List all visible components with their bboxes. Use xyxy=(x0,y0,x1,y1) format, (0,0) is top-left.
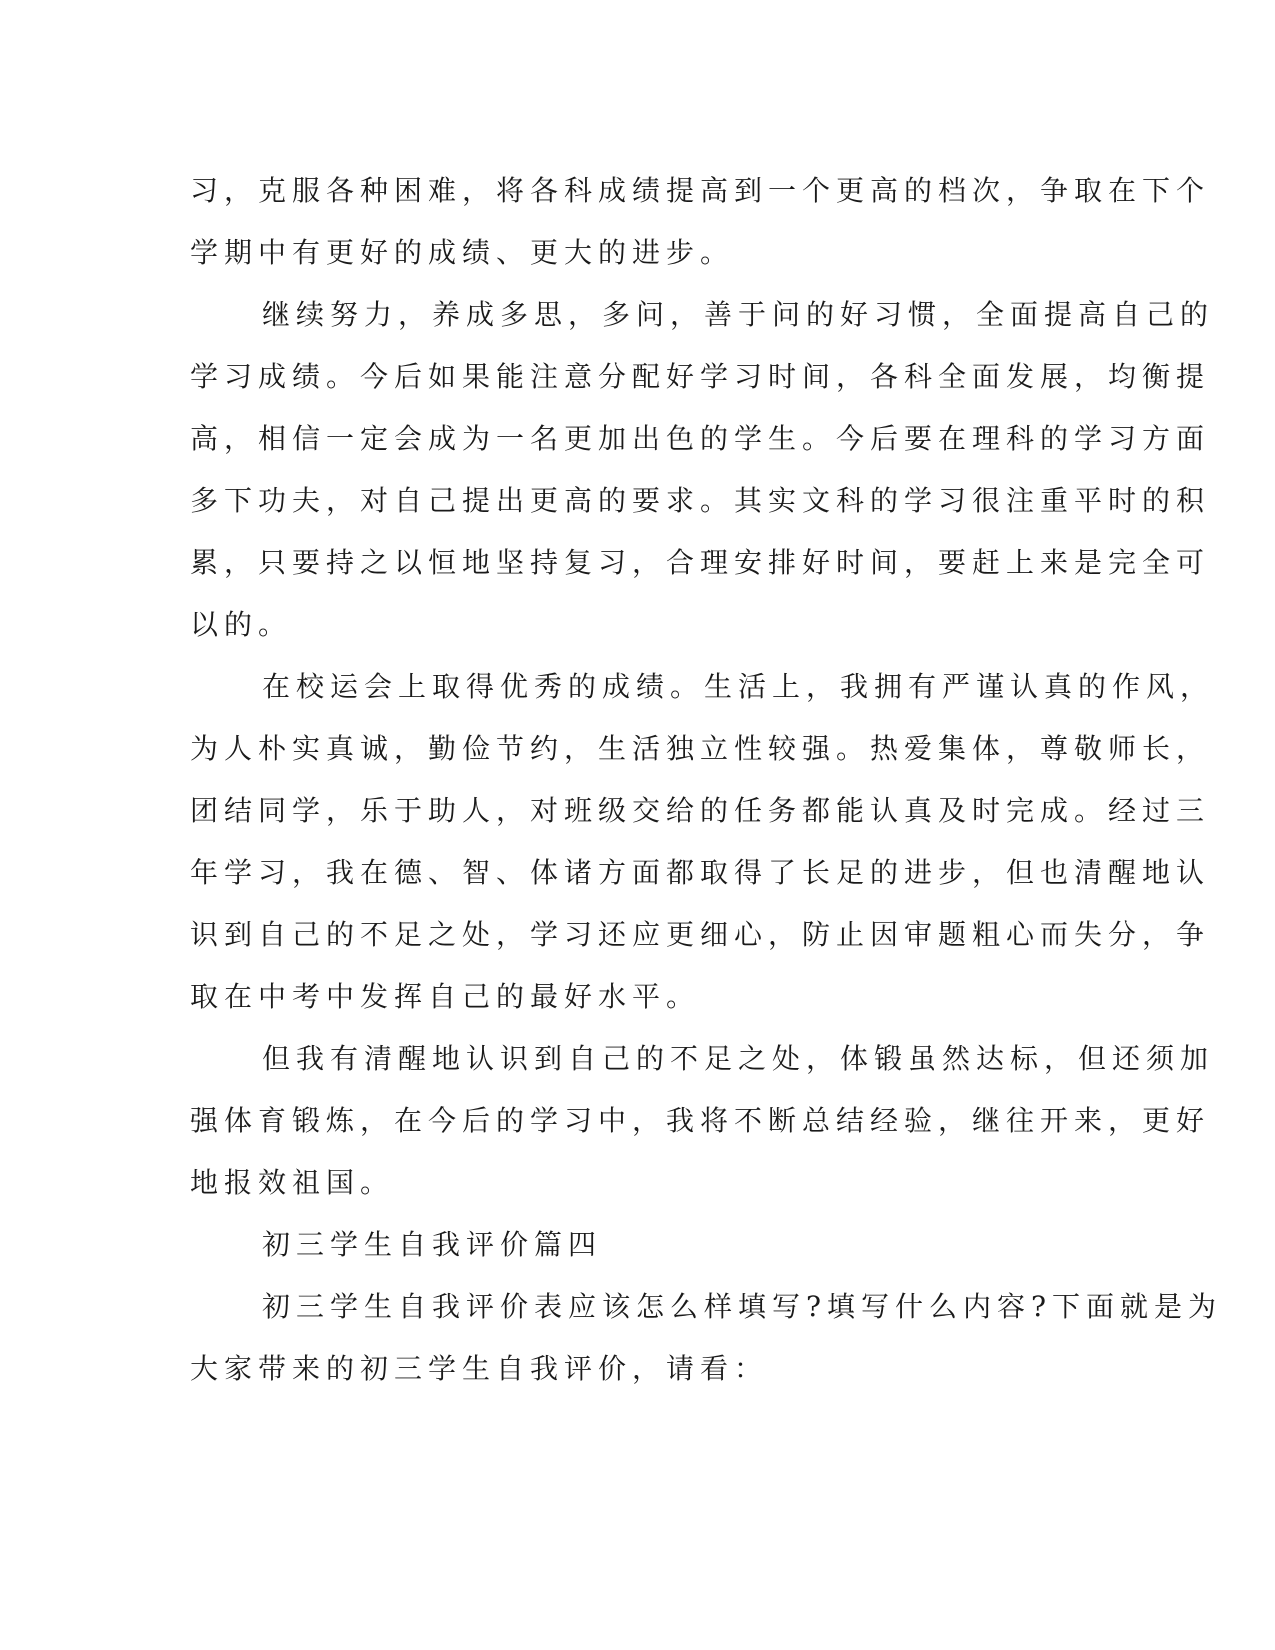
text-line: 大家带来的初三学生自我评价，请看： xyxy=(190,1352,769,1385)
paragraph-start-line: 在校运会上取得优秀的成绩。生活上，我拥有严谨认真的作风， xyxy=(262,670,1215,703)
text-line: 多下功夫，对自己提出更高的要求。其实文科的学习很注重平时的积 xyxy=(190,484,1211,517)
text-line: 年学习，我在德、智、体诸方面都取得了长足的进步，但也清醒地认 xyxy=(190,856,1211,889)
text-line: 识到自己的不足之处，学习还应更细心，防止因审题粗心而失分，争 xyxy=(190,918,1211,951)
text-line: 团结同学，乐于助人，对班级交给的任务都能认真及时完成。经过三 xyxy=(190,794,1211,827)
paragraph-start-line: 初三学生自我评价表应该怎么样填写?填写什么内容?下面就是为 xyxy=(262,1290,1223,1323)
paragraph-start-line: 继续努力，养成多思，多问，善于问的好习惯，全面提高自己的 xyxy=(262,298,1215,331)
paragraph-start-line: 但我有清醒地认识到自己的不足之处，体锻虽然达标，但还须加 xyxy=(262,1042,1215,1075)
text-line: 为人朴实真诚，勤俭节约，生活独立性较强。热爱集体，尊敬师长， xyxy=(190,732,1211,765)
document-body xyxy=(190,160,1223,1400)
text-line: 强体育锻炼，在今后的学习中，我将不断总结经验，继往开来，更好 xyxy=(190,1104,1211,1137)
text-line: 累，只要持之以恒地坚持复习，合理安排好时间，要赶上来是完全可 xyxy=(190,546,1211,579)
text-line: 取在中考中发挥自己的最好水平。 xyxy=(190,980,701,1013)
text-line: 习，克服各种困难，将各科成绩提高到一个更高的档次，争取在下个 xyxy=(190,174,1211,207)
text-line: 以的。 xyxy=(190,608,293,641)
section-heading: 初三学生自我评价篇四 xyxy=(262,1228,603,1261)
text-line: 学习成绩。今后如果能注意分配好学习时间，各科全面发展，均衡提 xyxy=(190,360,1211,393)
text-line: 学期中有更好的成绩、更大的进步。 xyxy=(190,236,735,269)
text-line: 地报效祖国。 xyxy=(190,1166,395,1199)
text-line: 高，相信一定会成为一名更加出色的学生。今后要在理科的学习方面 xyxy=(190,422,1211,455)
